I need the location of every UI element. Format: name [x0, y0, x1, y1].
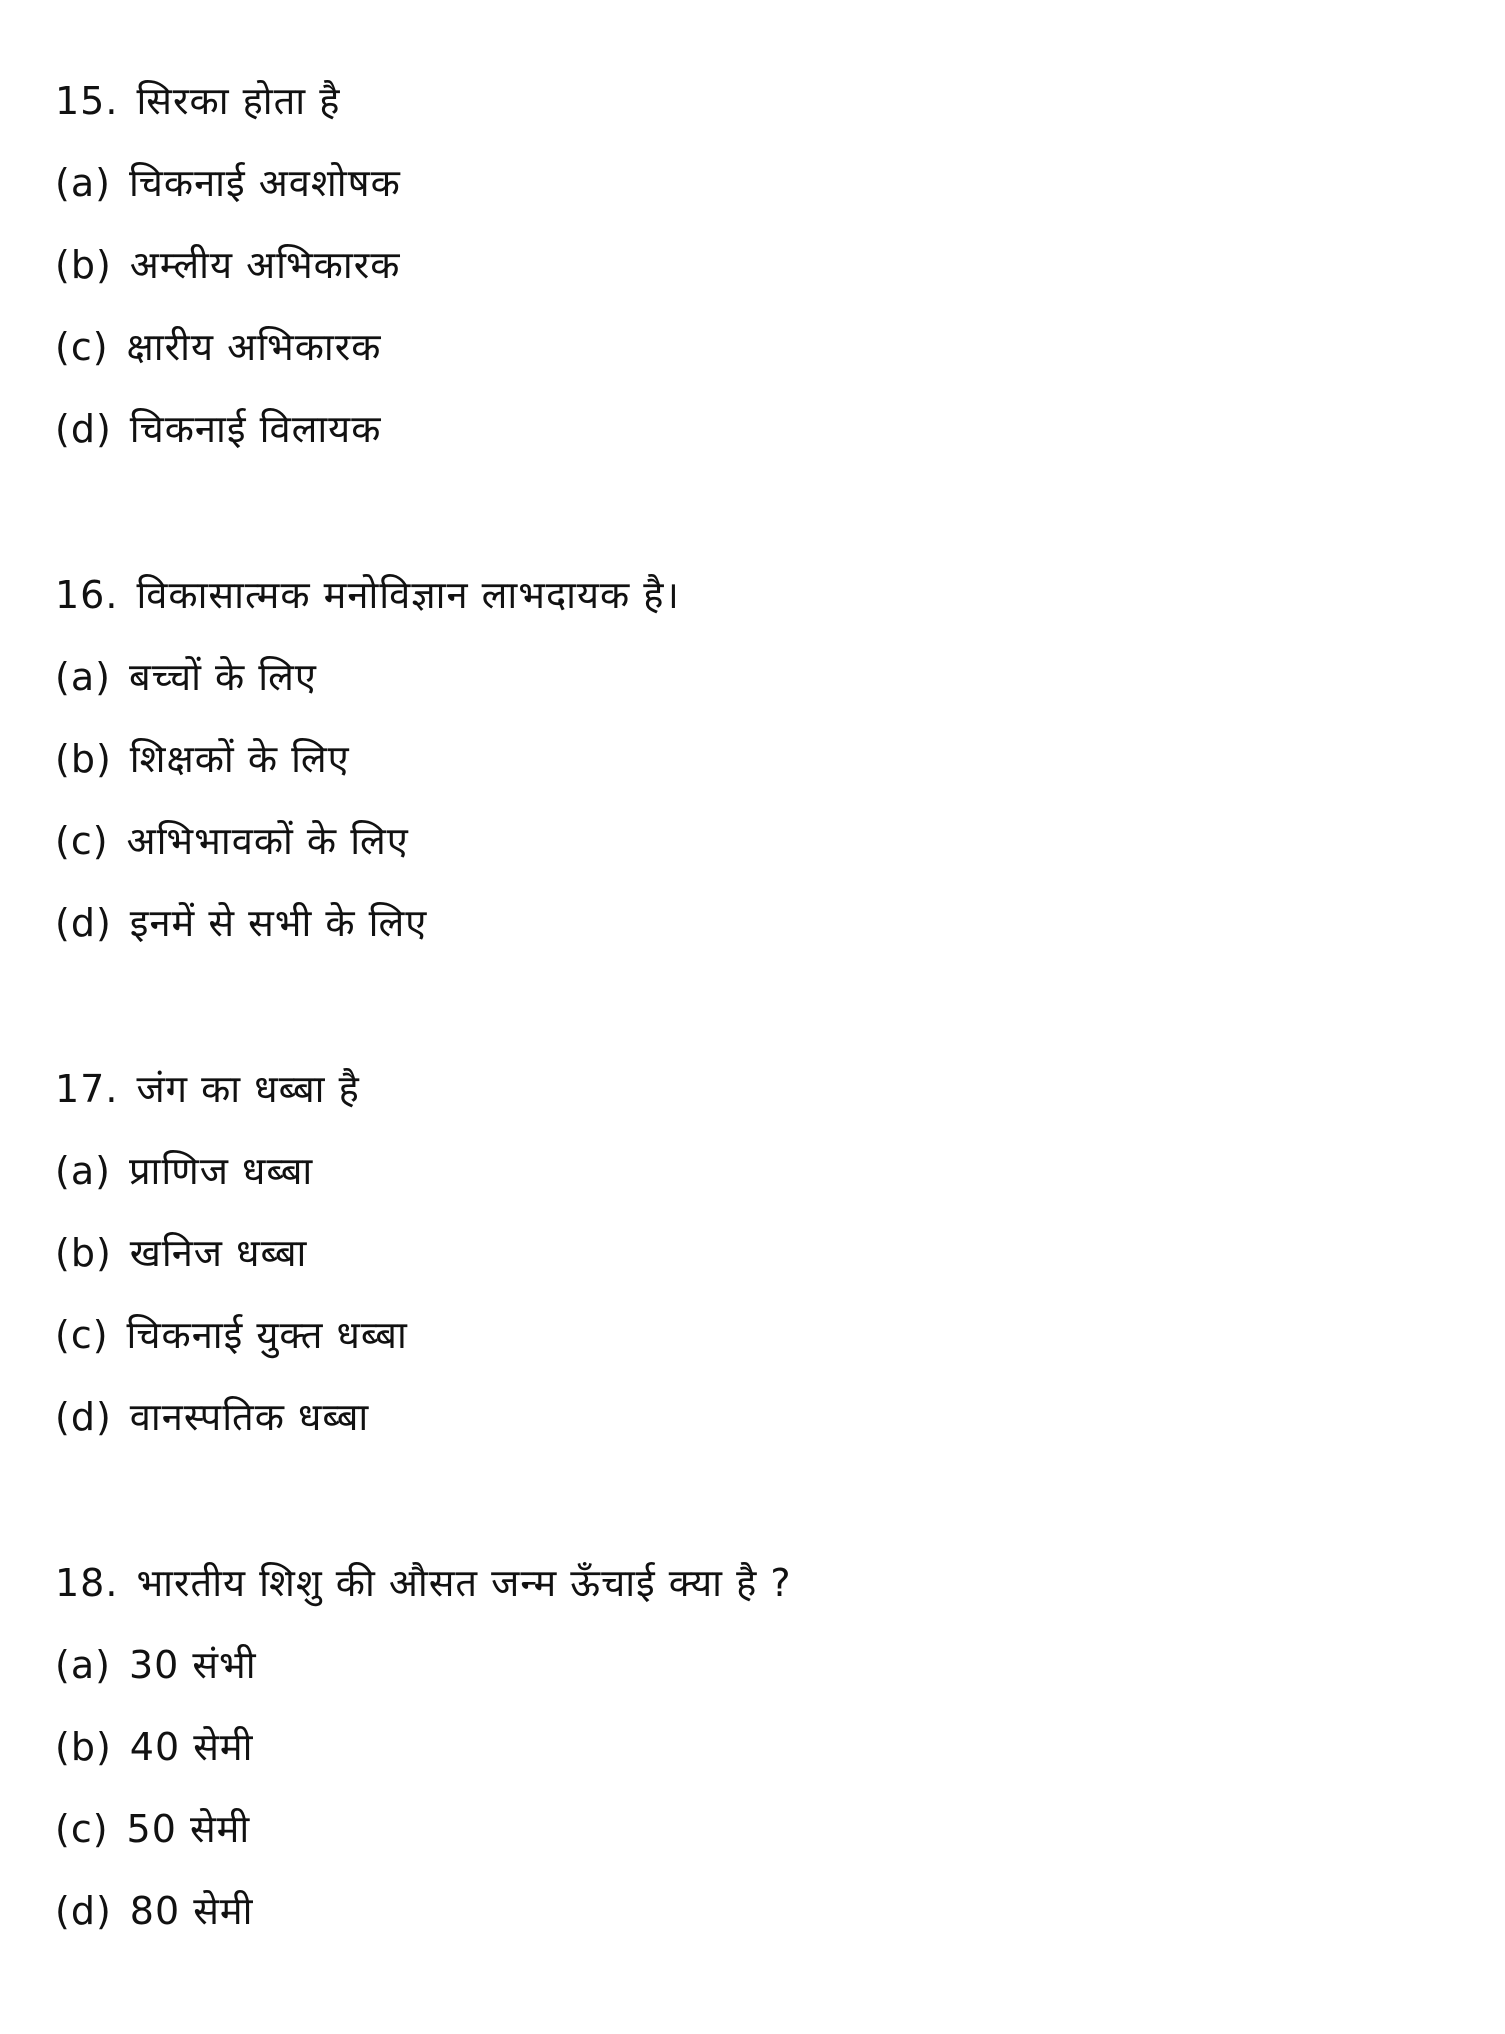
- option-text: 80 सेमी: [129, 1889, 254, 1933]
- option-17-a: [55, 1146, 313, 1196]
- option-text: प्राणिज धब्बा: [128, 1149, 314, 1193]
- option-text: अम्लीय अभिकारक: [129, 243, 401, 287]
- option-label: (c): [55, 819, 109, 863]
- option-text: खनिज धब्बा: [129, 1231, 308, 1275]
- option-16-d: [55, 898, 427, 948]
- option-text: चिकनाई युक्त धब्बा: [126, 1313, 408, 1357]
- question-17: [55, 1064, 360, 1114]
- question-number: 15.: [55, 79, 119, 123]
- option-text: 50 सेमी: [126, 1807, 251, 1851]
- question-number: 16.: [55, 573, 119, 617]
- option-label: (b): [55, 243, 112, 287]
- option-16-a: [55, 652, 317, 702]
- option-17-c: [55, 1310, 408, 1360]
- option-15-d: [55, 404, 381, 454]
- option-label: (d): [55, 1889, 112, 1933]
- option-16-c: [55, 816, 409, 866]
- question-18: [55, 1558, 792, 1608]
- option-15-c: [55, 322, 381, 372]
- option-text: शिक्षकों के लिए: [129, 737, 350, 781]
- question-text: विकासात्मक मनोविज्ञान लाभदायक है।: [136, 573, 680, 617]
- option-label: (d): [55, 901, 112, 945]
- option-15-b: [55, 240, 400, 290]
- question-number: 17.: [55, 1067, 119, 1111]
- option-label: (b): [55, 1725, 112, 1769]
- option-text: चिकनाई अवशोषक: [128, 161, 401, 205]
- option-label: (a): [55, 1149, 111, 1193]
- option-18-a: [55, 1640, 257, 1690]
- option-text: 30 संभी: [128, 1643, 257, 1687]
- option-text: वानस्पतिक धब्बा: [129, 1395, 370, 1439]
- option-label: (b): [55, 737, 112, 781]
- option-text: इनमें से सभी के लिए: [129, 901, 428, 945]
- option-18-b: [55, 1722, 253, 1772]
- option-label: (c): [55, 325, 109, 369]
- option-18-d: [55, 1886, 253, 1936]
- question-text: भारतीय शिशु की औसत जन्म ऊँचाई क्या है ?: [136, 1561, 792, 1605]
- option-18-c: [55, 1804, 250, 1854]
- question-text: जंग का धब्बा है: [136, 1067, 360, 1111]
- option-label: (b): [55, 1231, 112, 1275]
- option-15-a: [55, 158, 401, 208]
- option-label: (a): [55, 1643, 111, 1687]
- option-16-b: [55, 734, 350, 784]
- option-label: (d): [55, 1395, 112, 1439]
- option-text: 40 सेमी: [129, 1725, 254, 1769]
- option-text: चिकनाई विलायक: [129, 407, 382, 451]
- question-number: 18.: [55, 1561, 119, 1605]
- option-text: अभिभावकों के लिए: [126, 819, 409, 863]
- option-label: (d): [55, 407, 112, 451]
- option-text: बच्चों के लिए: [128, 655, 317, 699]
- option-label: (c): [55, 1807, 109, 1851]
- option-label: (a): [55, 161, 111, 205]
- option-17-b: [55, 1228, 307, 1278]
- option-17-d: [55, 1392, 369, 1442]
- option-text: क्षारीय अभिकारक: [126, 325, 382, 369]
- question-text: सिरका होता है: [136, 79, 341, 123]
- question-16: [55, 570, 680, 620]
- option-label: (a): [55, 655, 111, 699]
- option-label: (c): [55, 1313, 109, 1357]
- question-15: [55, 76, 340, 126]
